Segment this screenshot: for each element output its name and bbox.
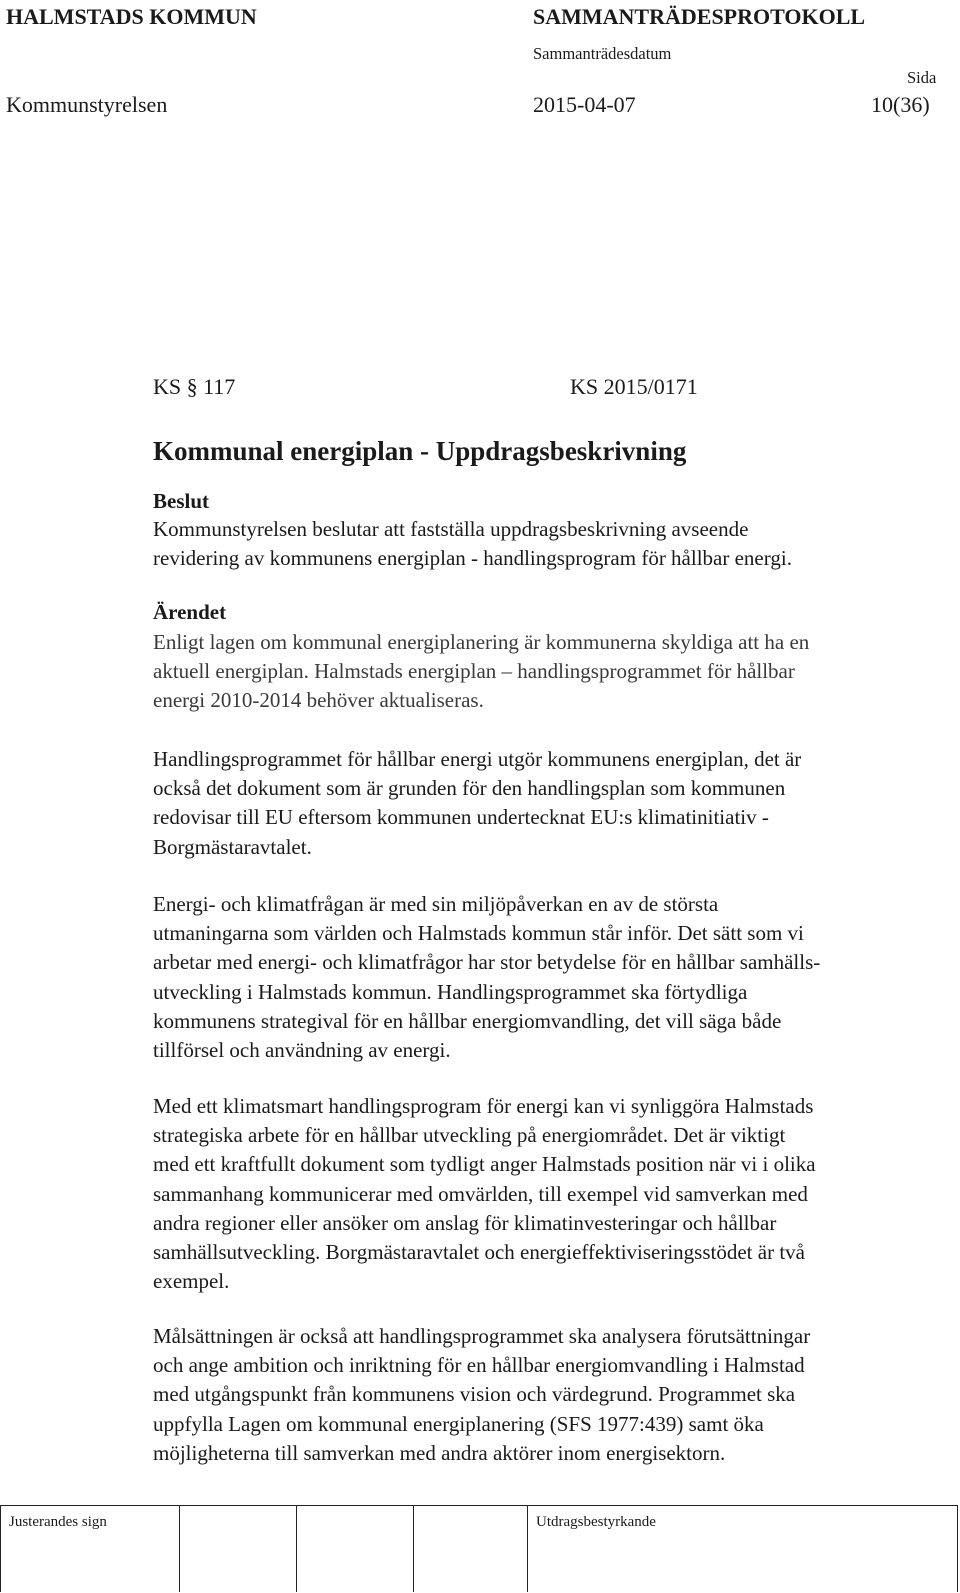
meeting-date-label: Sammanträdesdatum [533,44,672,63]
signature-cell [297,1506,414,1592]
text-line: aktuell energiplan. Halmstads energiplan – handlingsprogrammet för hållbar [153,659,795,684]
text-line: utveckling i Halmstads kommun. Handlingsprogrammet ska förtydliga [153,979,748,1004]
text-line: Enligt lagen om kommunal energiplanering är kommunerna skyldiga att ha en [153,630,810,654]
paragraph [153,745,801,862]
text-line: energi 2010-2014 behöver aktualiseras. [153,688,484,713]
text-line: exempel. [153,1269,230,1294]
document-type: SAMMANTRÄDESPROTOKOLL [533,4,866,29]
text-line: utmaningarna som världen och Halmstads kommun står inför. Det sätt som vi [153,921,804,946]
text-line: uppfylla Lagen om kommunal energiplanering (SFS 1977:439) samt öka [153,1411,764,1436]
paragraph [153,1322,810,1468]
arendet-heading: Ärendet [153,600,227,624]
arendet-text [153,628,809,716]
text-line: kommunens strategival för en hållbar energiomvandling, det vill säga både [153,1008,782,1033]
text-line: sammanhang kommunicerar med omvärlden, till exempel vid samverkan med [153,1181,808,1206]
beslut-heading: Beslut [153,489,210,513]
text-line: samhällsutveckling. Borgmästaravtalet och energieffektiviseringsstödet är två [153,1240,805,1265]
committee-name: Kommunstyrelsen [6,92,168,117]
page-number: 10(36) [871,92,930,117]
page-label: Sida [907,68,937,87]
beslut-text [153,515,792,573]
signature-cell [414,1506,528,1592]
utdragsbestyrkande-cell: Utdragsbestyrkande [528,1506,958,1592]
diary-number: KS 2015/0171 [570,374,698,399]
case-title: Kommunal energiplan - Uppdragsbeskrivning [153,436,687,466]
text-line: Borgmästaravtalet. [153,834,312,859]
text-line: Målsättningen är också att handlingsprogrammet ska analysera förutsättningar [153,1324,811,1348]
text-line: med utgångspunkt från kommunens vision och värdegrund. Programmet ska [153,1382,796,1407]
text-line: arbetar med energi- och klimatfrågor har stor betydelse för en hållbar samhälls- [153,950,821,975]
text-line: Med ett klimatsmart handlingsprogram för energi kan vi synliggöra Halmstads [153,1094,814,1118]
paragraph [153,890,820,1065]
signature-table [0,1505,958,1592]
text-line: också det dokument som är grunden för den handlingsplan som kommunen [153,776,786,801]
text-line: strategiska arbete för en hållbar utveckling på energiområdet. Det är viktigt [153,1123,786,1148]
paragraph [153,1092,816,1296]
text-line: andra regioner eller ansöker om anslag för klimatinvesteringar och hållbar [153,1210,777,1235]
text-line: Energi- och klimatfrågan är med sin miljöpåverkan en av de största [153,892,719,916]
meeting-date: 2015-04-07 [533,92,636,117]
text-line: tillförsel och användning av energi. [153,1038,451,1063]
text-line: möjligheterna till samverkan med andra aktörer inom energisektorn. [153,1440,726,1465]
text-line: redovisar till EU eftersom kommunen undertecknat EU:s klimatinitiativ - [153,805,769,830]
section-number: KS § 117 [153,374,236,399]
justerandes-sign-cell: Justerandes sign [0,1506,180,1592]
text-line: och ange ambition och inriktning för en hållbar energiomvandling i Halmstad [153,1353,805,1378]
text-line: revidering av kommunens energiplan - handlingsprogram för hållbar energi. [153,546,792,571]
text-line: Kommunstyrelsen beslutar att fastställa uppdragsbeskrivning avseende [153,517,749,541]
municipality-name: HALMSTADS KOMMUN [6,4,257,29]
text-line: med ett kraftfullt dokument som tydligt anger Halmstads position när vi i olika [153,1152,816,1177]
signature-cell [180,1506,297,1592]
text-line: Handlingsprogrammet för hållbar energi utgör kommunens energiplan, det är [153,747,802,771]
